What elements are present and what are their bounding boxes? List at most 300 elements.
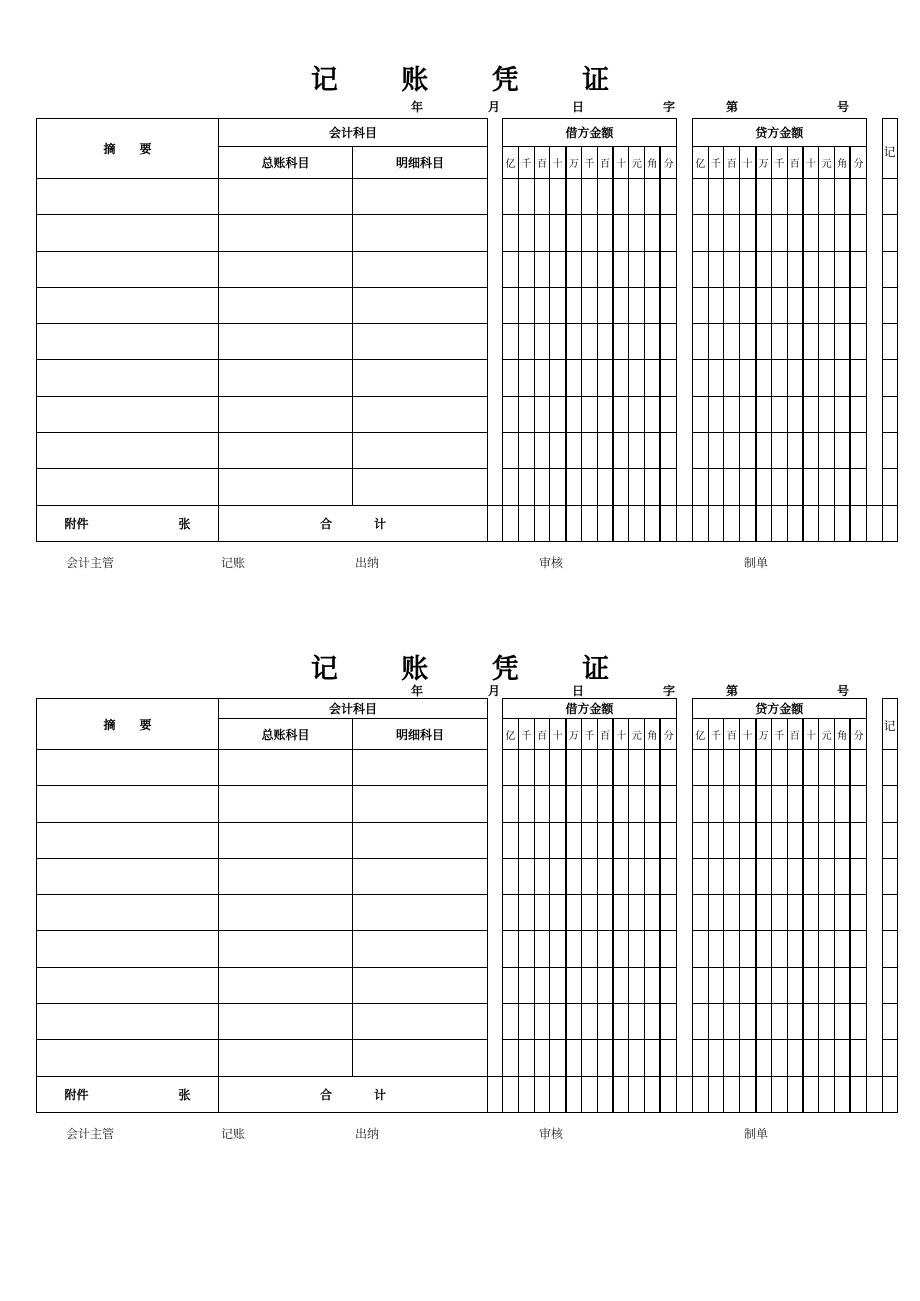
credit-digit-cell[interactable] <box>740 786 756 822</box>
debit-digit-cell[interactable] <box>629 360 645 396</box>
credit-digit-cell[interactable] <box>708 433 724 469</box>
debit-digit-cell[interactable] <box>503 822 519 858</box>
debit-digit-cell[interactable] <box>629 822 645 858</box>
detail-account-cell[interactable] <box>353 396 488 432</box>
general-account-cell[interactable] <box>219 822 353 858</box>
debit-digit-cell[interactable] <box>503 469 519 505</box>
debit-digit-cell[interactable] <box>597 967 613 1003</box>
debit-digit-cell[interactable] <box>660 433 676 469</box>
debit-digit-cell[interactable] <box>645 251 661 287</box>
posted-cell[interactable] <box>882 324 897 360</box>
debit-total-cell[interactable] <box>518 505 534 541</box>
debit-digit-cell[interactable] <box>503 215 519 251</box>
summary-cell[interactable] <box>37 360 219 396</box>
debit-digit-cell[interactable] <box>518 324 534 360</box>
debit-digit-cell[interactable] <box>566 858 582 894</box>
credit-digit-cell[interactable] <box>756 750 772 786</box>
credit-total-cell[interactable] <box>724 505 740 541</box>
summary-cell[interactable] <box>37 895 219 931</box>
debit-digit-cell[interactable] <box>550 324 566 360</box>
debit-digit-cell[interactable] <box>645 179 661 215</box>
credit-digit-cell[interactable] <box>850 287 866 323</box>
credit-digit-cell[interactable] <box>756 396 772 432</box>
credit-digit-cell[interactable] <box>850 822 866 858</box>
credit-digit-cell[interactable] <box>771 931 787 967</box>
debit-digit-cell[interactable] <box>645 750 661 786</box>
general-account-cell[interactable] <box>219 750 353 786</box>
credit-digit-cell[interactable] <box>740 287 756 323</box>
debit-digit-cell[interactable] <box>566 931 582 967</box>
credit-digit-cell[interactable] <box>692 215 708 251</box>
debit-digit-cell[interactable] <box>518 215 534 251</box>
debit-digit-cell[interactable] <box>566 469 582 505</box>
debit-digit-cell[interactable] <box>613 215 629 251</box>
credit-total-cell[interactable] <box>819 1076 835 1112</box>
debit-digit-cell[interactable] <box>534 287 550 323</box>
debit-digit-cell[interactable] <box>566 895 582 931</box>
debit-digit-cell[interactable] <box>534 324 550 360</box>
debit-digit-cell[interactable] <box>534 931 550 967</box>
debit-digit-cell[interactable] <box>613 1004 629 1040</box>
credit-digit-cell[interactable] <box>692 967 708 1003</box>
debit-total-cell[interactable] <box>597 1076 613 1112</box>
credit-digit-cell[interactable] <box>692 786 708 822</box>
debit-digit-cell[interactable] <box>645 967 661 1003</box>
summary-cell[interactable] <box>37 1040 219 1076</box>
debit-digit-cell[interactable] <box>518 251 534 287</box>
credit-digit-cell[interactable] <box>803 786 819 822</box>
credit-total-cell[interactable] <box>819 505 835 541</box>
debit-digit-cell[interactable] <box>534 822 550 858</box>
summary-cell[interactable] <box>37 251 219 287</box>
credit-digit-cell[interactable] <box>740 179 756 215</box>
credit-total-cell[interactable] <box>850 505 866 541</box>
debit-digit-cell[interactable] <box>597 324 613 360</box>
detail-account-cell[interactable] <box>353 287 488 323</box>
debit-digit-cell[interactable] <box>629 967 645 1003</box>
debit-digit-cell[interactable] <box>534 215 550 251</box>
debit-digit-cell[interactable] <box>582 324 598 360</box>
credit-digit-cell[interactable] <box>819 396 835 432</box>
general-account-cell[interactable] <box>219 251 353 287</box>
posted-cell[interactable] <box>882 895 897 931</box>
credit-digit-cell[interactable] <box>850 215 866 251</box>
summary-cell[interactable] <box>37 967 219 1003</box>
summary-cell[interactable] <box>37 215 219 251</box>
detail-account-cell[interactable] <box>353 786 488 822</box>
debit-digit-cell[interactable] <box>582 287 598 323</box>
debit-digit-cell[interactable] <box>660 786 676 822</box>
credit-total-cell[interactable] <box>740 1076 756 1112</box>
debit-digit-cell[interactable] <box>629 1040 645 1076</box>
debit-digit-cell[interactable] <box>582 786 598 822</box>
debit-digit-cell[interactable] <box>550 1004 566 1040</box>
credit-digit-cell[interactable] <box>834 396 850 432</box>
credit-digit-cell[interactable] <box>819 360 835 396</box>
credit-total-cell[interactable] <box>692 505 708 541</box>
debit-digit-cell[interactable] <box>597 750 613 786</box>
credit-total-cell[interactable] <box>740 505 756 541</box>
credit-total-cell[interactable] <box>692 1076 708 1112</box>
debit-digit-cell[interactable] <box>660 360 676 396</box>
posted-cell[interactable] <box>882 396 897 432</box>
debit-digit-cell[interactable] <box>550 931 566 967</box>
posted-cell[interactable] <box>882 967 897 1003</box>
summary-cell[interactable] <box>37 433 219 469</box>
debit-digit-cell[interactable] <box>645 469 661 505</box>
credit-digit-cell[interactable] <box>756 179 772 215</box>
credit-digit-cell[interactable] <box>771 1004 787 1040</box>
credit-digit-cell[interactable] <box>724 324 740 360</box>
credit-total-cell[interactable] <box>771 1076 787 1112</box>
debit-digit-cell[interactable] <box>550 967 566 1003</box>
debit-digit-cell[interactable] <box>534 858 550 894</box>
credit-digit-cell[interactable] <box>756 931 772 967</box>
credit-digit-cell[interactable] <box>819 967 835 1003</box>
credit-digit-cell[interactable] <box>708 251 724 287</box>
detail-account-cell[interactable] <box>353 360 488 396</box>
credit-digit-cell[interactable] <box>708 469 724 505</box>
debit-digit-cell[interactable] <box>629 786 645 822</box>
credit-digit-cell[interactable] <box>708 895 724 931</box>
debit-digit-cell[interactable] <box>534 750 550 786</box>
credit-digit-cell[interactable] <box>724 469 740 505</box>
credit-digit-cell[interactable] <box>787 287 803 323</box>
credit-digit-cell[interactable] <box>692 822 708 858</box>
credit-digit-cell[interactable] <box>787 433 803 469</box>
debit-digit-cell[interactable] <box>550 251 566 287</box>
debit-digit-cell[interactable] <box>597 251 613 287</box>
credit-digit-cell[interactable] <box>771 750 787 786</box>
debit-digit-cell[interactable] <box>566 433 582 469</box>
debit-digit-cell[interactable] <box>550 215 566 251</box>
debit-digit-cell[interactable] <box>645 858 661 894</box>
debit-digit-cell[interactable] <box>613 179 629 215</box>
credit-total-cell[interactable] <box>724 1076 740 1112</box>
debit-digit-cell[interactable] <box>566 287 582 323</box>
credit-digit-cell[interactable] <box>740 750 756 786</box>
detail-account-cell[interactable] <box>353 967 488 1003</box>
debit-digit-cell[interactable] <box>660 215 676 251</box>
credit-digit-cell[interactable] <box>850 931 866 967</box>
credit-digit-cell[interactable] <box>740 858 756 894</box>
debit-digit-cell[interactable] <box>582 931 598 967</box>
debit-digit-cell[interactable] <box>645 360 661 396</box>
debit-digit-cell[interactable] <box>660 396 676 432</box>
debit-digit-cell[interactable] <box>613 324 629 360</box>
credit-digit-cell[interactable] <box>692 858 708 894</box>
general-account-cell[interactable] <box>219 786 353 822</box>
summary-cell[interactable] <box>37 858 219 894</box>
debit-digit-cell[interactable] <box>503 931 519 967</box>
debit-digit-cell[interactable] <box>582 1040 598 1076</box>
debit-digit-cell[interactable] <box>534 433 550 469</box>
debit-digit-cell[interactable] <box>550 287 566 323</box>
debit-total-cell[interactable] <box>534 505 550 541</box>
debit-digit-cell[interactable] <box>503 750 519 786</box>
credit-digit-cell[interactable] <box>692 287 708 323</box>
credit-digit-cell[interactable] <box>740 931 756 967</box>
debit-digit-cell[interactable] <box>660 931 676 967</box>
credit-digit-cell[interactable] <box>708 179 724 215</box>
debit-digit-cell[interactable] <box>518 750 534 786</box>
debit-digit-cell[interactable] <box>550 396 566 432</box>
credit-digit-cell[interactable] <box>834 1040 850 1076</box>
detail-account-cell[interactable] <box>353 179 488 215</box>
debit-digit-cell[interactable] <box>518 1004 534 1040</box>
credit-digit-cell[interactable] <box>771 251 787 287</box>
credit-digit-cell[interactable] <box>740 324 756 360</box>
debit-digit-cell[interactable] <box>660 179 676 215</box>
credit-digit-cell[interactable] <box>803 895 819 931</box>
credit-digit-cell[interactable] <box>850 360 866 396</box>
credit-digit-cell[interactable] <box>771 287 787 323</box>
credit-digit-cell[interactable] <box>740 1040 756 1076</box>
posted-cell[interactable] <box>882 179 897 215</box>
debit-digit-cell[interactable] <box>582 179 598 215</box>
credit-digit-cell[interactable] <box>756 967 772 1003</box>
credit-digit-cell[interactable] <box>724 287 740 323</box>
credit-digit-cell[interactable] <box>708 822 724 858</box>
debit-total-cell[interactable] <box>550 505 566 541</box>
debit-digit-cell[interactable] <box>550 895 566 931</box>
debit-digit-cell[interactable] <box>629 433 645 469</box>
credit-digit-cell[interactable] <box>756 287 772 323</box>
debit-digit-cell[interactable] <box>582 895 598 931</box>
credit-digit-cell[interactable] <box>834 215 850 251</box>
credit-digit-cell[interactable] <box>708 324 724 360</box>
credit-digit-cell[interactable] <box>692 1004 708 1040</box>
debit-digit-cell[interactable] <box>613 251 629 287</box>
credit-digit-cell[interactable] <box>724 750 740 786</box>
general-account-cell[interactable] <box>219 396 353 432</box>
debit-digit-cell[interactable] <box>645 396 661 432</box>
credit-digit-cell[interactable] <box>850 469 866 505</box>
debit-digit-cell[interactable] <box>534 251 550 287</box>
debit-digit-cell[interactable] <box>629 251 645 287</box>
debit-digit-cell[interactable] <box>518 179 534 215</box>
debit-digit-cell[interactable] <box>518 858 534 894</box>
credit-digit-cell[interactable] <box>787 858 803 894</box>
debit-digit-cell[interactable] <box>597 786 613 822</box>
summary-cell[interactable] <box>37 324 219 360</box>
debit-total-cell[interactable] <box>629 1076 645 1112</box>
debit-digit-cell[interactable] <box>566 967 582 1003</box>
debit-digit-cell[interactable] <box>660 750 676 786</box>
credit-digit-cell[interactable] <box>834 967 850 1003</box>
credit-digit-cell[interactable] <box>771 786 787 822</box>
debit-digit-cell[interactable] <box>597 931 613 967</box>
summary-cell[interactable] <box>37 1004 219 1040</box>
credit-digit-cell[interactable] <box>803 1004 819 1040</box>
summary-cell[interactable] <box>37 469 219 505</box>
debit-digit-cell[interactable] <box>645 1004 661 1040</box>
credit-digit-cell[interactable] <box>803 858 819 894</box>
credit-digit-cell[interactable] <box>708 396 724 432</box>
credit-digit-cell[interactable] <box>771 433 787 469</box>
debit-digit-cell[interactable] <box>518 433 534 469</box>
debit-digit-cell[interactable] <box>629 179 645 215</box>
debit-digit-cell[interactable] <box>518 469 534 505</box>
debit-digit-cell[interactable] <box>597 1040 613 1076</box>
credit-digit-cell[interactable] <box>724 967 740 1003</box>
credit-digit-cell[interactable] <box>740 469 756 505</box>
posted-cell[interactable] <box>882 750 897 786</box>
debit-total-cell[interactable] <box>582 1076 598 1112</box>
credit-digit-cell[interactable] <box>850 1004 866 1040</box>
general-account-cell[interactable] <box>219 1004 353 1040</box>
credit-digit-cell[interactable] <box>850 251 866 287</box>
debit-digit-cell[interactable] <box>534 469 550 505</box>
debit-digit-cell[interactable] <box>534 1040 550 1076</box>
credit-digit-cell[interactable] <box>724 858 740 894</box>
credit-digit-cell[interactable] <box>819 287 835 323</box>
credit-digit-cell[interactable] <box>740 1004 756 1040</box>
debit-digit-cell[interactable] <box>518 360 534 396</box>
credit-digit-cell[interactable] <box>803 822 819 858</box>
credit-digit-cell[interactable] <box>771 895 787 931</box>
debit-digit-cell[interactable] <box>613 822 629 858</box>
credit-digit-cell[interactable] <box>834 287 850 323</box>
debit-digit-cell[interactable] <box>503 287 519 323</box>
debit-digit-cell[interactable] <box>613 433 629 469</box>
debit-digit-cell[interactable] <box>645 433 661 469</box>
debit-digit-cell[interactable] <box>582 750 598 786</box>
general-account-cell[interactable] <box>219 179 353 215</box>
credit-digit-cell[interactable] <box>803 324 819 360</box>
credit-digit-cell[interactable] <box>771 360 787 396</box>
detail-account-cell[interactable] <box>353 433 488 469</box>
debit-digit-cell[interactable] <box>566 179 582 215</box>
credit-digit-cell[interactable] <box>819 931 835 967</box>
debit-digit-cell[interactable] <box>566 822 582 858</box>
debit-digit-cell[interactable] <box>534 786 550 822</box>
debit-total-cell[interactable] <box>534 1076 550 1112</box>
debit-digit-cell[interactable] <box>503 360 519 396</box>
credit-digit-cell[interactable] <box>724 1040 740 1076</box>
debit-digit-cell[interactable] <box>597 469 613 505</box>
credit-digit-cell[interactable] <box>819 1004 835 1040</box>
credit-digit-cell[interactable] <box>819 1040 835 1076</box>
debit-digit-cell[interactable] <box>660 895 676 931</box>
debit-digit-cell[interactable] <box>613 967 629 1003</box>
debit-digit-cell[interactable] <box>660 967 676 1003</box>
debit-digit-cell[interactable] <box>503 967 519 1003</box>
credit-total-cell[interactable] <box>850 1076 866 1112</box>
credit-digit-cell[interactable] <box>724 360 740 396</box>
debit-digit-cell[interactable] <box>503 1004 519 1040</box>
debit-digit-cell[interactable] <box>645 931 661 967</box>
debit-digit-cell[interactable] <box>660 822 676 858</box>
posted-cell[interactable] <box>882 433 897 469</box>
debit-digit-cell[interactable] <box>566 324 582 360</box>
credit-total-cell[interactable] <box>803 505 819 541</box>
posted-cell[interactable] <box>882 469 897 505</box>
debit-digit-cell[interactable] <box>503 396 519 432</box>
credit-digit-cell[interactable] <box>819 251 835 287</box>
debit-digit-cell[interactable] <box>645 1040 661 1076</box>
debit-total-cell[interactable] <box>613 1076 629 1112</box>
debit-digit-cell[interactable] <box>518 396 534 432</box>
credit-digit-cell[interactable] <box>787 1040 803 1076</box>
summary-cell[interactable] <box>37 931 219 967</box>
summary-cell[interactable] <box>37 396 219 432</box>
detail-account-cell[interactable] <box>353 822 488 858</box>
debit-digit-cell[interactable] <box>582 396 598 432</box>
credit-digit-cell[interactable] <box>724 895 740 931</box>
debit-digit-cell[interactable] <box>518 822 534 858</box>
credit-digit-cell[interactable] <box>819 750 835 786</box>
credit-digit-cell[interactable] <box>708 287 724 323</box>
credit-digit-cell[interactable] <box>850 750 866 786</box>
credit-digit-cell[interactable] <box>787 786 803 822</box>
credit-total-cell[interactable] <box>787 1076 803 1112</box>
general-account-cell[interactable] <box>219 287 353 323</box>
debit-digit-cell[interactable] <box>582 1004 598 1040</box>
debit-digit-cell[interactable] <box>660 1040 676 1076</box>
credit-digit-cell[interactable] <box>834 822 850 858</box>
credit-digit-cell[interactable] <box>803 215 819 251</box>
debit-digit-cell[interactable] <box>629 858 645 894</box>
debit-digit-cell[interactable] <box>503 251 519 287</box>
debit-digit-cell[interactable] <box>629 396 645 432</box>
credit-total-cell[interactable] <box>771 505 787 541</box>
debit-digit-cell[interactable] <box>534 967 550 1003</box>
credit-digit-cell[interactable] <box>819 895 835 931</box>
credit-digit-cell[interactable] <box>708 931 724 967</box>
general-account-cell[interactable] <box>219 215 353 251</box>
credit-digit-cell[interactable] <box>787 967 803 1003</box>
credit-digit-cell[interactable] <box>756 1004 772 1040</box>
posted-cell[interactable] <box>882 251 897 287</box>
debit-digit-cell[interactable] <box>566 251 582 287</box>
credit-digit-cell[interactable] <box>708 967 724 1003</box>
credit-digit-cell[interactable] <box>756 786 772 822</box>
general-account-cell[interactable] <box>219 324 353 360</box>
debit-digit-cell[interactable] <box>582 360 598 396</box>
debit-total-cell[interactable] <box>550 1076 566 1112</box>
debit-digit-cell[interactable] <box>660 324 676 360</box>
summary-cell[interactable] <box>37 786 219 822</box>
credit-digit-cell[interactable] <box>834 179 850 215</box>
detail-account-cell[interactable] <box>353 324 488 360</box>
debit-total-cell[interactable] <box>566 1076 582 1112</box>
credit-digit-cell[interactable] <box>834 360 850 396</box>
debit-digit-cell[interactable] <box>629 215 645 251</box>
debit-digit-cell[interactable] <box>613 287 629 323</box>
credit-digit-cell[interactable] <box>756 360 772 396</box>
general-account-cell[interactable] <box>219 433 353 469</box>
credit-total-cell[interactable] <box>756 505 772 541</box>
credit-digit-cell[interactable] <box>740 822 756 858</box>
credit-digit-cell[interactable] <box>756 1040 772 1076</box>
debit-digit-cell[interactable] <box>550 822 566 858</box>
credit-digit-cell[interactable] <box>724 215 740 251</box>
debit-digit-cell[interactable] <box>613 469 629 505</box>
debit-digit-cell[interactable] <box>660 1004 676 1040</box>
credit-digit-cell[interactable] <box>787 931 803 967</box>
credit-digit-cell[interactable] <box>692 433 708 469</box>
credit-total-cell[interactable] <box>756 1076 772 1112</box>
debit-total-cell[interactable] <box>566 505 582 541</box>
debit-digit-cell[interactable] <box>550 750 566 786</box>
credit-digit-cell[interactable] <box>692 1040 708 1076</box>
credit-digit-cell[interactable] <box>850 967 866 1003</box>
debit-total-cell[interactable] <box>503 1076 519 1112</box>
detail-account-cell[interactable] <box>353 858 488 894</box>
credit-digit-cell[interactable] <box>756 324 772 360</box>
credit-digit-cell[interactable] <box>819 469 835 505</box>
